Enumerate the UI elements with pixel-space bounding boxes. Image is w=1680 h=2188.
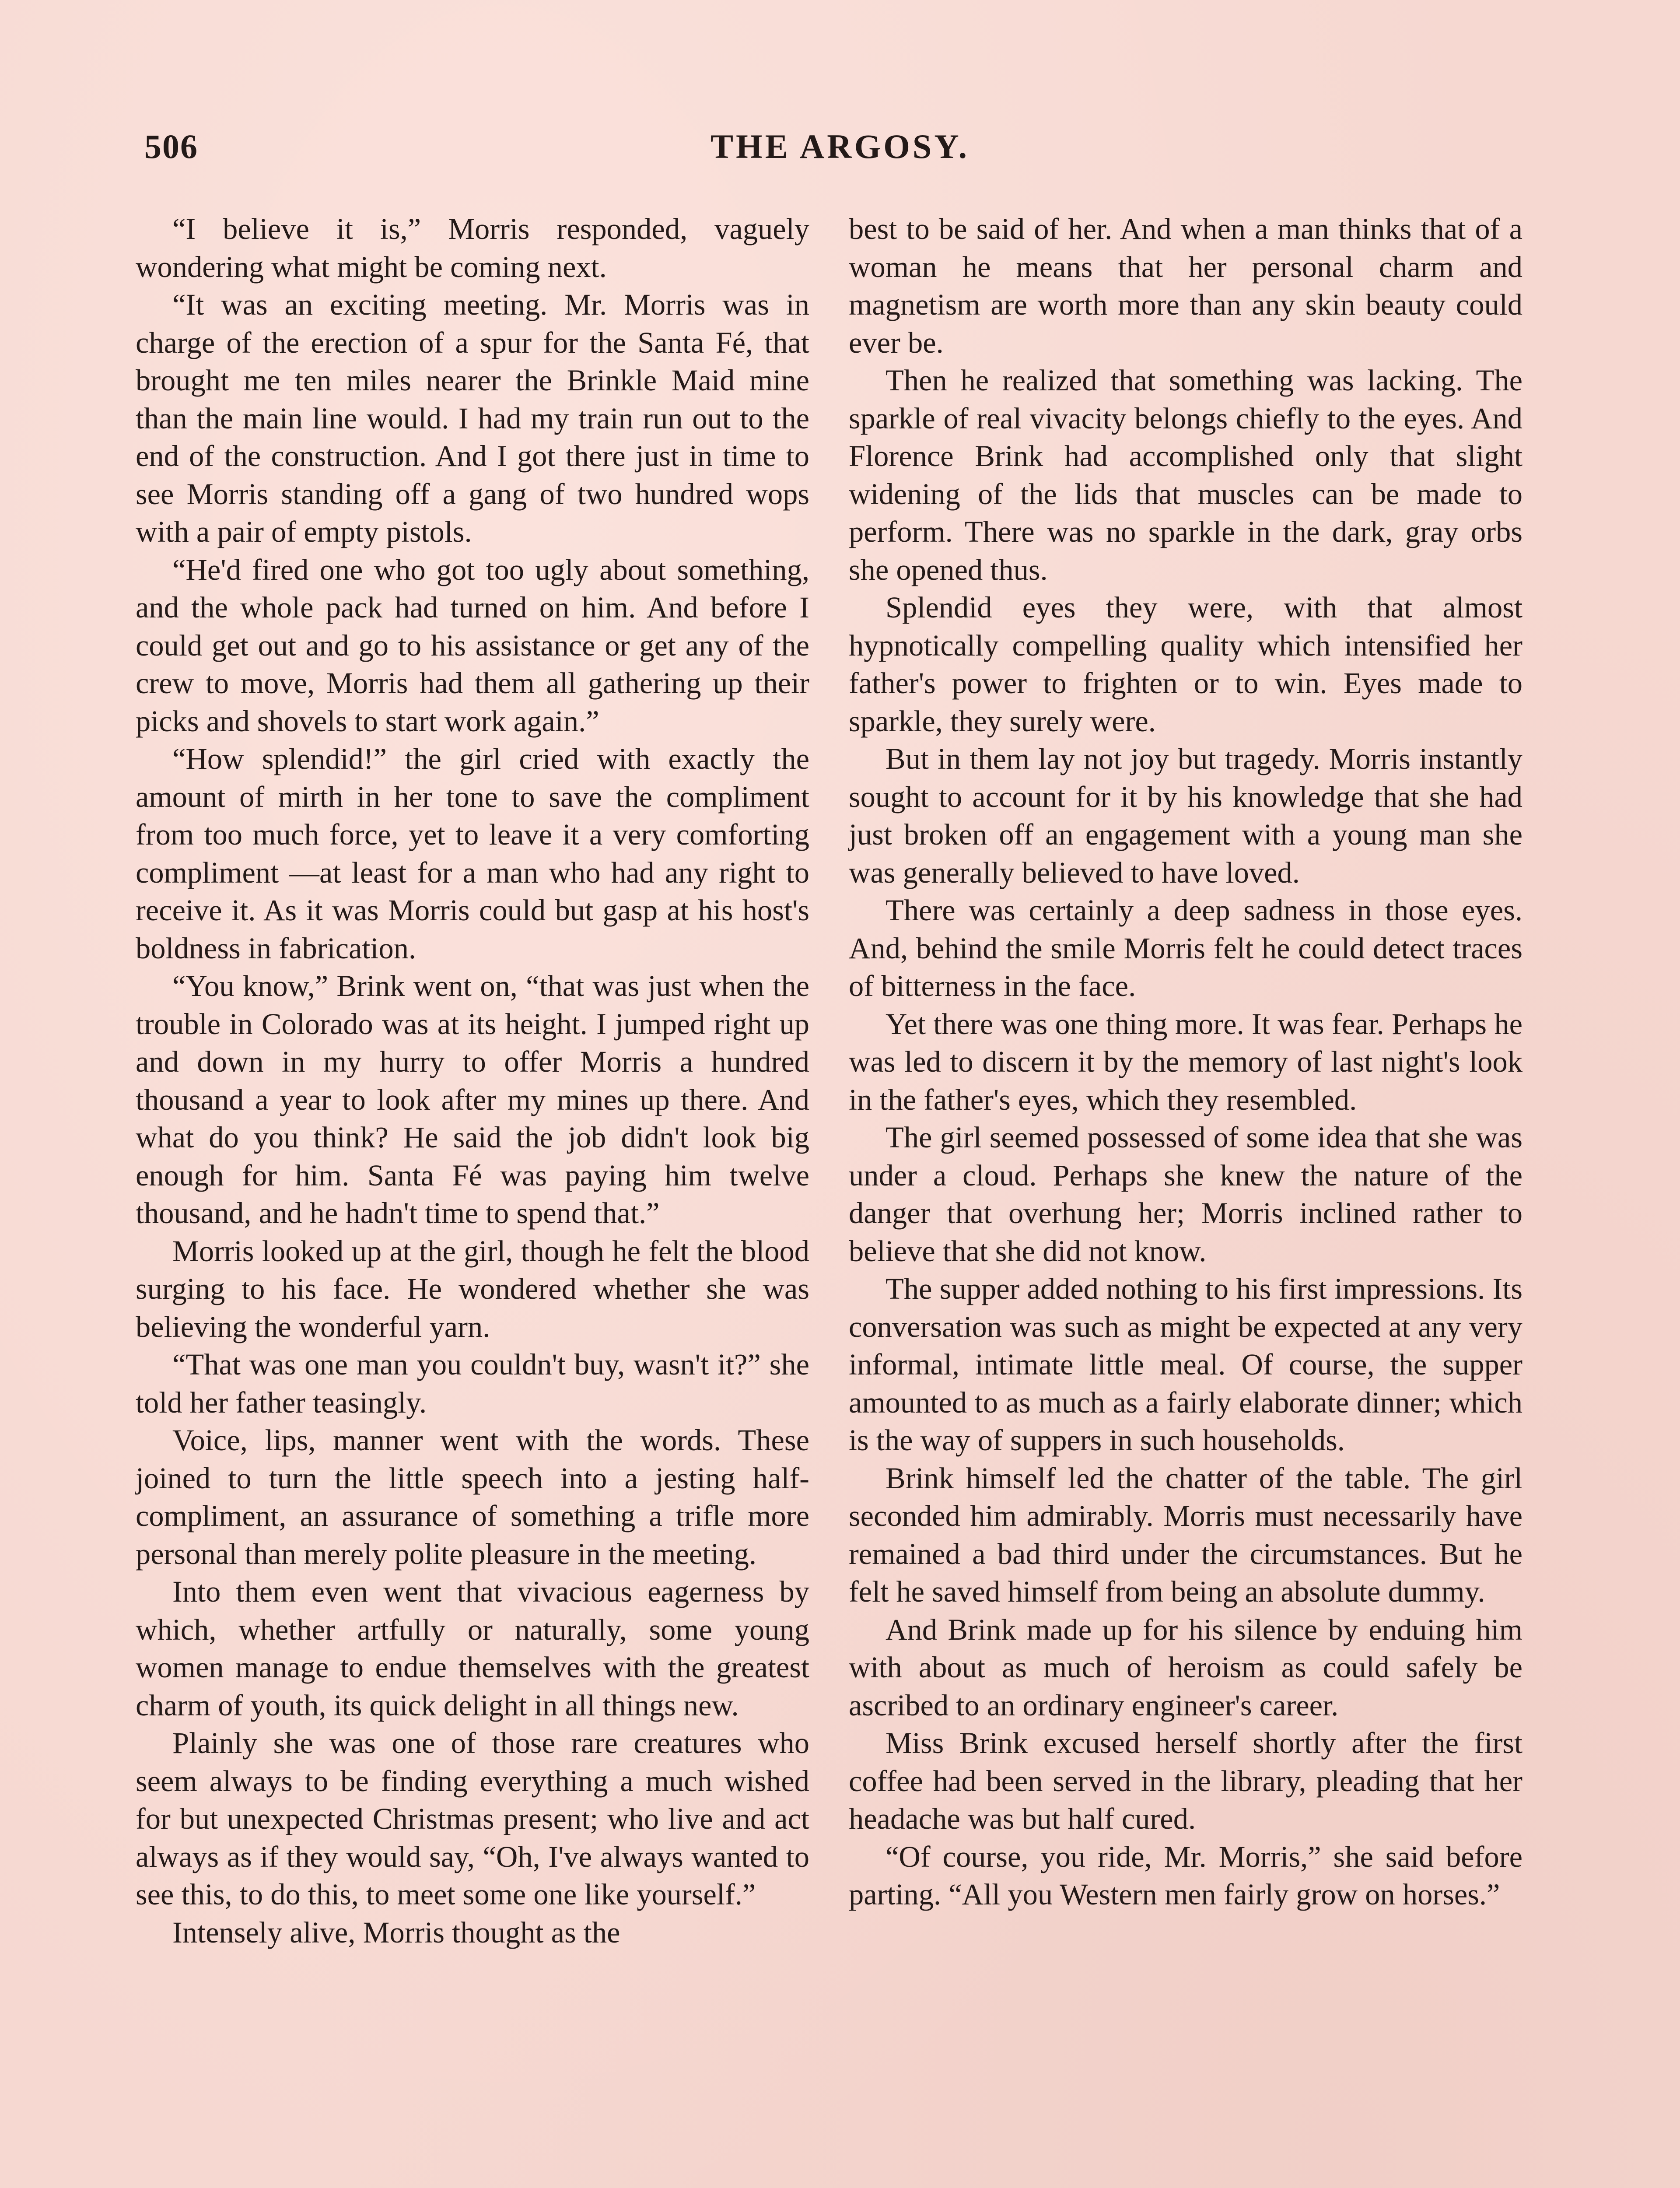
paragraph: “That was one man you couldn't buy, wasn't it?” she told her father teasingly.	[136, 1348, 809, 1419]
paragraph: Into them even went that vivacious eagerness by which, whether artfully or naturally, some young women manage to endue themselves with the greatest charm of youth, its quick delight in all things new.	[136, 1575, 809, 1722]
paragraph: Yet there was one thing more. It was fear. Perhaps he was led to discern it by the memory of last night's look in the father's eyes, which they resembled.	[849, 1007, 1522, 1116]
paragraph: Intensely alive, Morris thought as the	[172, 1915, 620, 1949]
paragraph: The supper added nothing to his first impressions. Its conversation was such as might be expected at any very informal, intimate little meal. Of course, the supper amounted to as much as a fairly elaborate dinner; which is the way of suppers in such households.	[849, 1272, 1522, 1457]
paragraph: But in them lay not joy but tragedy. Morris instantly sought to account for it by his knowledge that she had just broken off an engagement with a young man she was generally believed to have loved.	[849, 742, 1522, 889]
paragraph-continued: best to be said of her. And when a man thinks that of a woman he means that her personal charm and magnetism are worth more than any skin beauty could ever be.	[849, 212, 1522, 359]
paragraph: Then he realized that something was lacking. The sparkle of real vivacity belongs chiefly to the eyes. And Florence Brink had accomplished only that slight widening of the lids that muscles can be made to perform. There was no sparkle in the dark, gray orbs she opened thus.	[849, 364, 1522, 586]
paragraph: Brink himself led the chatter of the table. The girl seconded him admirably. Morris must necessarily have remained a bad third under the circumstances. But he felt he saved himself from being an absolute dummy.	[849, 1461, 1522, 1608]
paragraph: There was certainly a deep sadness in those eyes. And, behind the smile Morris felt he could detect traces of bitterness in the face.	[849, 894, 1522, 1003]
paragraph: Splendid eyes they were, with that almost hypnotically compelling quality which intensified her father's power to frighten or to win. Eyes made to sparkle, they surely were.	[849, 591, 1522, 738]
paragraph: “Of course, you ride, Mr. Morris,” she said before parting. “All you Western men fairly grow on horses.”	[849, 1840, 1522, 1911]
paragraph: Morris looked up at the girl, though he felt the blood surging to his face. He wondered whether she was believing the wonderful yarn.	[136, 1234, 809, 1343]
paragraph: “He'd fired one who got too ugly about something, and the whole pack had turned on him. And before I could get out and go to his assistance or get any of the crew to move, Morris had them all gathering up their picks and shovels to start work again.”	[136, 553, 809, 738]
paragraph: The girl seemed possessed of some idea that she was under a cloud. Perhaps she knew the nature of the danger that overhung her; Morris inclined rather to believe that she did not know.	[849, 1121, 1522, 1268]
page-number: 506	[144, 127, 198, 165]
paragraph: And Brink made up for his silence by enduing him with about as much of heroism as could safely be ascribed to an ordinary engineer's career.	[849, 1613, 1522, 1722]
paragraph: Voice, lips, manner went with the words. These joined to turn the little speech into a jesting half-compliment, an assurance of something a trifle more personal than merely polite pleasure in the meeting.	[136, 1424, 809, 1571]
paragraph: “I believe it is,” Morris responded, vaguely wondering what might be coming next.	[136, 212, 809, 284]
paragraph: “How splendid!” the girl cried with exactly the amount of mirth in her tone to save the compliment from too much force, yet to leave it a very comforting compliment —at least for a man who had any right to receive it. As it was Morris could but gasp at his host's boldness in fabrication.	[136, 742, 809, 965]
running-head: THE ARGOSY.	[710, 127, 970, 165]
paragraph: Plainly she was one of those rare creatures who seem always to be finding everything a much wished for but unexpected Christmas present; who live and act always as if they would say, “Oh, I've always wanted to see this, to do this, to meet some one like yourself.”	[136, 1726, 809, 1911]
right-column	[849, 210, 1522, 1914]
paragraph: “It was an exciting meeting. Mr. Morris was in charge of the erection of a spur for the Santa Fé, that brought me ten miles nearer the Brinkle Maid mine than the main line would. I had my train run out to the end of the construction. And I got there just in time to see Morris standing off a gang of two hundred wops with a pair of empty pistols.	[136, 288, 809, 548]
paragraph: Miss Brink excused herself shortly after the first coffee had been served in the library, pleading that her headache was but half cured.	[849, 1726, 1522, 1835]
left-column	[136, 210, 809, 1951]
paragraph: “You know,” Brink went on, “that was just when the trouble in Colorado was at its height. I jumped right up and down in my hurry to offer Morris a hundred thousand a year to look after my mines up there. And what do you think? He said the job didn't look big enough for him. Santa Fé was paying him twelve thousand, and he hadn't time to spend that.”	[136, 969, 809, 1230]
page-header	[144, 127, 1536, 193]
